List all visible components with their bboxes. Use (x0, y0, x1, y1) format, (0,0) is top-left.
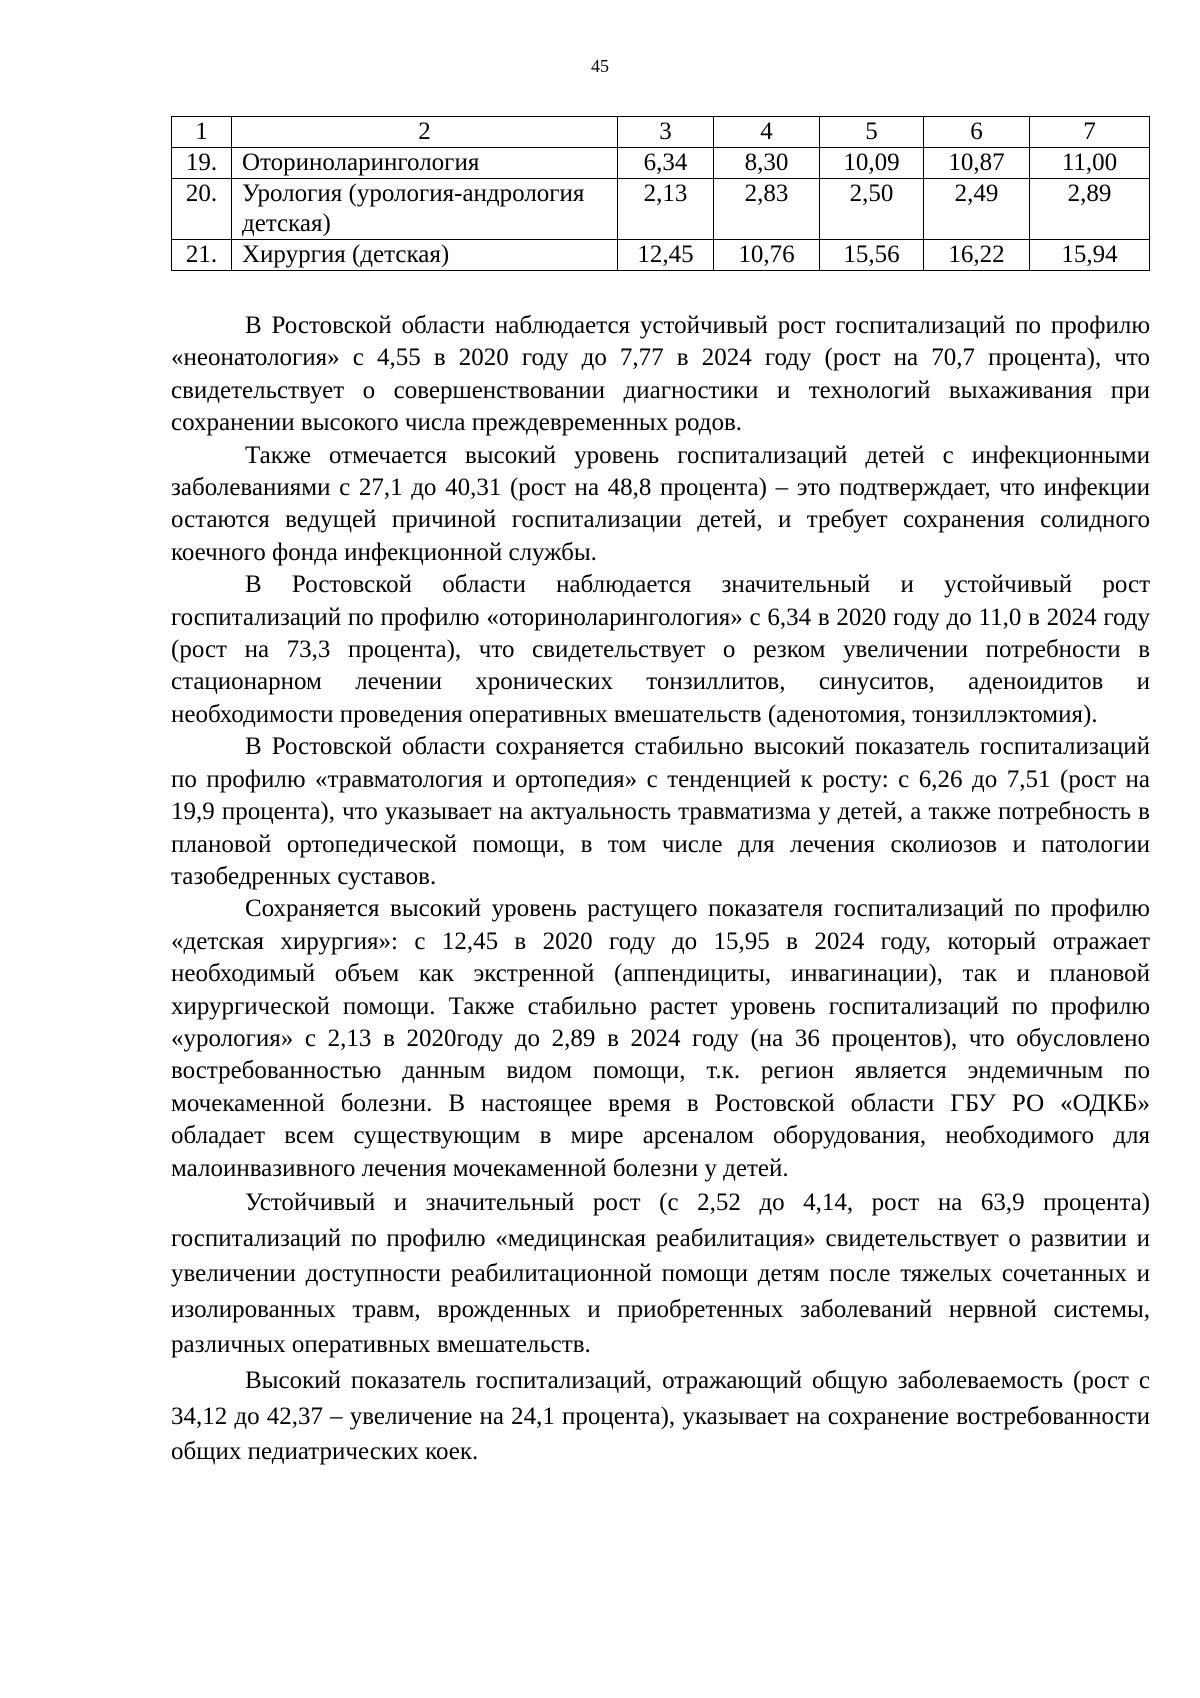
row-number: 20. (172, 179, 232, 240)
table-row (172, 148, 1150, 179)
value-cell: 11,00 (1030, 148, 1150, 179)
value-cell: 2,83 (714, 179, 820, 240)
profile-name: Хирургия (детская) (232, 240, 618, 271)
table-row (172, 179, 1150, 240)
value-cell: 8,30 (714, 148, 820, 179)
paragraph-traumatology: В Ростовской области сохраняется стабильно высокий показатель госпитализаций по профилю «травматология и ортопедия» с тенденцией к росту: с 6,26 до 7,51 (рост на 19,9 процента), что указывает на актуальность травматизма у детей, а также потребность в плановой ортопедической помощи, в том числе для лечения сколиозов и патологии тазобедренных суставов. (171, 733, 1150, 890)
hospitalization-table (171, 116, 1150, 271)
paragraph-general-pediatrics: Высокий показатель госпитализаций, отражающий общую заболеваемость (рост с 34,12 до 42,37 – увеличение на 24,1 процента), указывает на сохранение востребованности общих педиатрических коек. (171, 1366, 1150, 1466)
paragraph-rehabilitation: Устойчивый и значительный рост (с 2,52 до 4,14, рост на 63,9 процента) госпитализаций по профилю «медицинская реабилитация» свидетельствует о развитии и увеличении доступности реабилитационной помощи детям после тяжелых сочетанных и изолированных травм, врожденных и приобретенных заболеваний нервной системы, различных оперативных вмешательств. (171, 1188, 1150, 1359)
table-header-cell: 5 (820, 117, 924, 148)
value-cell: 2,49 (924, 179, 1030, 240)
paragraph-otorhinolaryngology: В Ростовской области наблюдается значительный и устойчивый рост госпитализаций по профилю «оториноларингология» с 6,34 в 2020 году до 11,0 в 2024 году (рост на 73,3 процента), что свидетельствует о резком увеличении потребности в стационарном лечении хронических тонзиллитов, синуситов, аденоидитов и необходимости проведения оперативных вмешательств (аденотомия, тонзиллэктомия). (171, 571, 1150, 728)
body-text (171, 310, 1150, 1470)
value-cell: 10,76 (714, 240, 820, 271)
value-cell: 10,87 (924, 148, 1030, 179)
value-cell: 2,89 (1030, 179, 1150, 240)
paragraph-neonatology: В Ростовской области наблюдается устойчивый рост госпитализаций по профилю «неонатология» с 4,55 в 2020 году до 7,77 в 2024 году (рост на 70,7 процента), что свидетельствует о совершенствовании диагностики и технологий выхаживания при сохранении высокого числа преждевременных родов. (171, 312, 1150, 437)
value-cell: 15,56 (820, 240, 924, 271)
page-number: 45 (591, 56, 609, 76)
paragraph-surgery-urology: Сохраняется высокий уровень растущего показателя госпитализаций по профилю «детская хирургия»: с 12,45 в 2020 году до 15,95 в 2024 году, который отражает необходимый объем как экстренной (аппендициты, инвагинации), так и плановой хирургической помощи. Также стабильно растет уровень госпитализаций по профилю «урология» с 2,13 в 2020году до 2,89 в 2024 году (на 36 процентов), что обусловлено востребованностью данным видом помощи, т.к. регион является эндемичным по мочекаменной болезни. В настоящее время в Ростовской области ГБУ РО «ОДКБ» обладает всем существующим в мире арсеналом оборудования, необходимого для малоинвазивного лечения мочекаменной болезни у детей. (171, 895, 1150, 1182)
table-header-cell: 3 (618, 117, 714, 148)
value-cell: 16,22 (924, 240, 1030, 271)
value-cell: 2,50 (820, 179, 924, 240)
value-cell: 2,13 (618, 179, 714, 240)
table-header-cell: 7 (1030, 117, 1150, 148)
value-cell: 10,09 (820, 148, 924, 179)
table-header-cell: 4 (714, 117, 820, 148)
profile-name: Оториноларингология (232, 148, 618, 179)
value-cell: 15,94 (1030, 240, 1150, 271)
value-cell: 6,34 (618, 148, 714, 179)
row-number: 21. (172, 240, 232, 271)
table-row (172, 240, 1150, 271)
table-header-cell: 6 (924, 117, 1030, 148)
value-cell: 12,45 (618, 240, 714, 271)
paragraph-infectious: Также отмечается высокий уровень госпитализаций детей с инфекционными заболеваниями с 27,1 до 40,31 (рост на 48,8 процента) – это подтверждает, что инфекции остаются ведущей причиной госпитализации детей, и требует сохранения солидного коечного фонда инфекционной службы. (171, 441, 1150, 566)
table-header-row (172, 117, 1150, 148)
row-number: 19. (172, 148, 232, 179)
table-header-cell: 1 (172, 117, 232, 148)
table-header-cell: 2 (232, 117, 618, 148)
profile-name: Урология (урология-андрология детская) (232, 179, 618, 240)
